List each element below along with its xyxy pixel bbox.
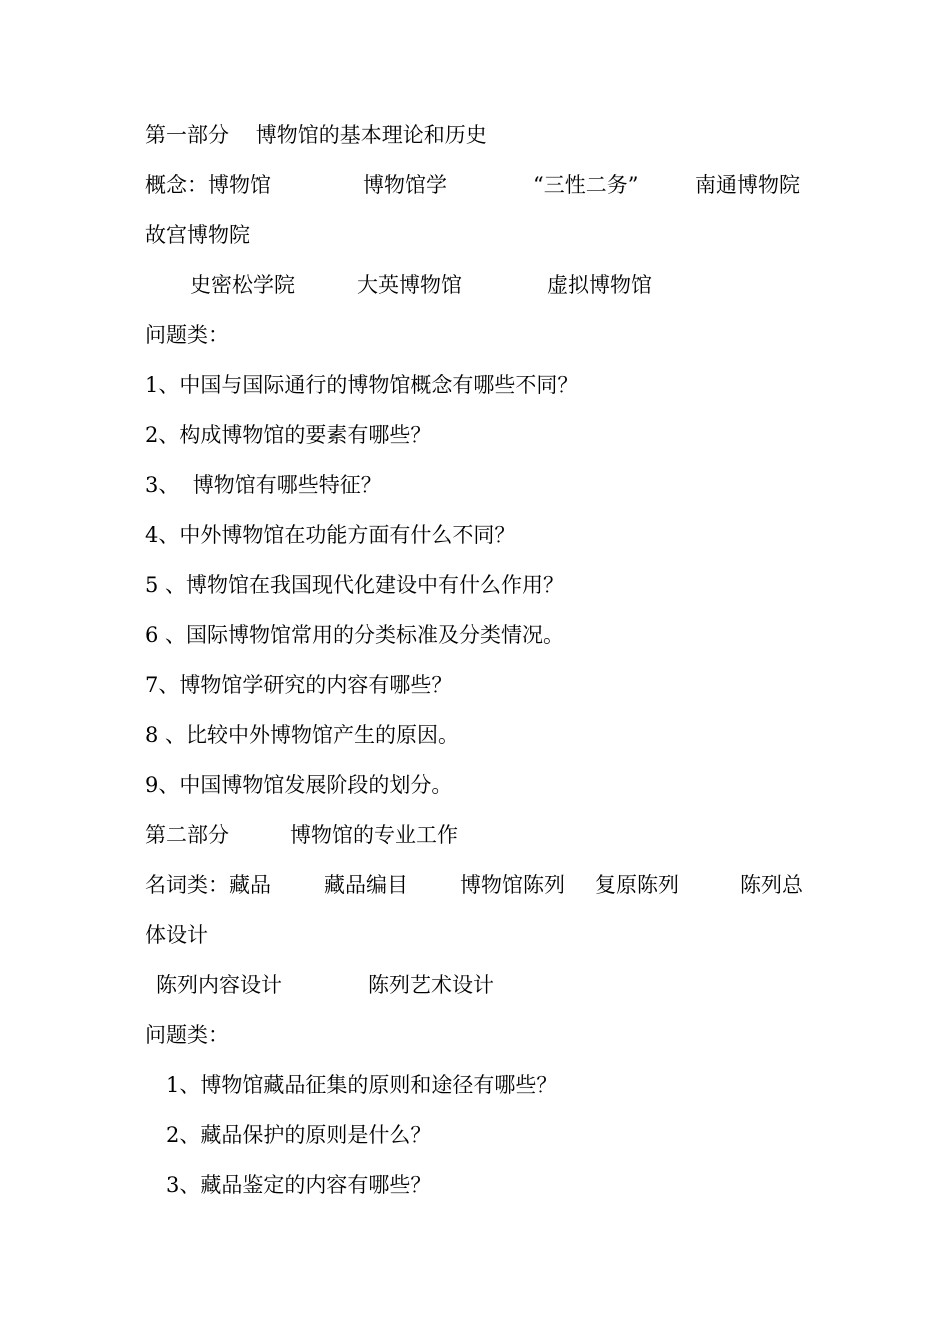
term: 博物馆陈列 <box>460 873 565 897</box>
question-item: 1、博物馆藏品征集的原则和途径有哪些？ <box>166 1073 558 1097</box>
question-item: 2、藏品保护的原则是什么？ <box>166 1123 432 1147</box>
term: 体设计 <box>145 923 208 947</box>
concept-term: “三性二务” <box>533 173 639 197</box>
term: 复原陈列 <box>595 873 679 897</box>
terms-row2 <box>145 971 565 999</box>
term: 陈列总 <box>740 873 803 897</box>
concept-term: 史密松学院 <box>190 273 295 297</box>
part2-heading <box>145 821 645 849</box>
question-item: 3、藏品鉴定的内容有哪些？ <box>166 1173 432 1197</box>
concept-term: 南通博物院 <box>695 173 800 197</box>
term: 陈列艺术设计 <box>368 973 494 997</box>
concept-term: 故宫博物院 <box>145 223 250 247</box>
questions-label: 问题类： <box>145 323 229 347</box>
question-item: 5 、博物馆在我国现代化建设中有什么作用？ <box>145 573 565 597</box>
question-item: 4、中外博物馆在功能方面有什么不同？ <box>145 523 516 547</box>
concept-term: 大英博物馆 <box>357 273 462 297</box>
question-item: 1、中国与国际通行的博物馆概念有哪些不同？ <box>145 373 579 397</box>
concept-term: 虚拟博物馆 <box>547 273 652 297</box>
term: 藏品编目 <box>324 873 408 897</box>
question-item: 6 、国际博物馆常用的分类标准及分类情况。 <box>145 623 565 647</box>
question-item: 2、构成博物馆的要素有哪些？ <box>145 423 432 447</box>
question-item: 3、 博物馆有哪些特征？ <box>145 473 382 497</box>
concept-term: 博物馆学 <box>363 173 447 197</box>
concepts-label: 概念：博物馆 <box>145 173 271 197</box>
part2-heading-title: 博物馆的专业工作 <box>290 823 458 847</box>
question-item: 9、中国博物馆发展阶段的划分。 <box>145 773 453 797</box>
question-item: 8 、比较中外博物馆产生的原因。 <box>145 723 460 747</box>
questions-label: 问题类： <box>145 1023 229 1047</box>
concepts-row2 <box>145 271 745 299</box>
terms-row1 <box>145 871 825 899</box>
term: 陈列内容设计 <box>156 973 282 997</box>
terms-label: 名词类：藏品 <box>145 873 271 897</box>
concepts-row1 <box>145 171 825 199</box>
part1-heading: 第一部分 博物馆的基本理论和历史 <box>145 123 487 147</box>
question-item: 7、博物馆学研究的内容有哪些？ <box>145 673 453 697</box>
part2-heading-number: 第二部分 <box>145 823 229 847</box>
